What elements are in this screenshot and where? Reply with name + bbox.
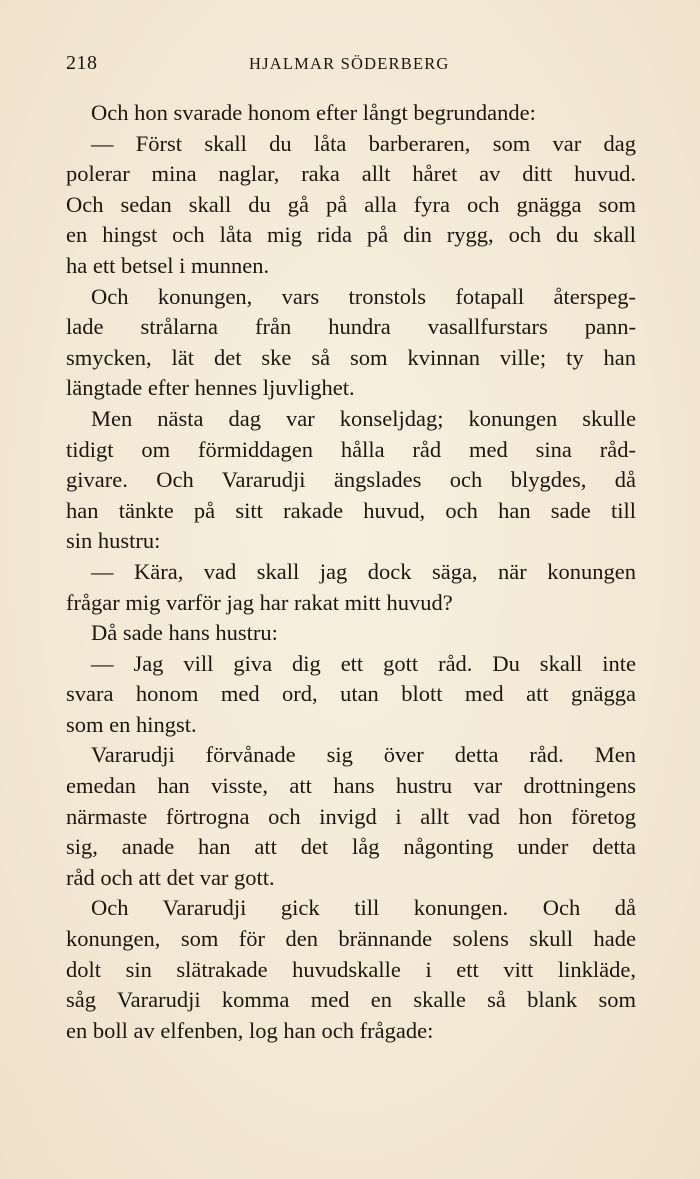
paragraph (66, 282, 636, 404)
text-line: en hingst och låta mig rida på din rygg, och du skall (66, 222, 636, 248)
running-title: HJALMAR SÖDERBERG (249, 54, 450, 73)
text-line: Och Vararudji gick till konungen. Och då (91, 895, 636, 921)
text-line: givare. Och Vararudji ängslades och blygdes, då (66, 467, 636, 493)
text-line: ha ett betsel i munnen. (66, 252, 270, 278)
paragraph (66, 649, 636, 741)
running-header (66, 52, 636, 84)
text-line: polerar mina naglar, raka allt håret av ditt huvud. (66, 161, 636, 187)
text-line: — Kära, vad skall jag dock säga, när konungen (91, 558, 636, 584)
text-line: närmaste förtrogna och invigd i allt vad hon företog (66, 803, 636, 829)
text-line: Vararudji förvånade sig över detta råd. Men (91, 742, 636, 768)
paragraph (66, 404, 636, 557)
text-line: tidigt om förmiddagen hålla råd med sina råd- (66, 436, 636, 462)
text-line: — Först skall du låta barberaren, som var dag (91, 130, 636, 156)
text-line: Och sedan skall du gå på alla fyra och gnägga som (66, 191, 636, 217)
text-line: dolt sin slätrakade huvudskalle i ett vitt linkläde, (66, 956, 636, 982)
paragraph (66, 557, 636, 618)
text-line: råd och att det var gott. (66, 864, 275, 890)
text-line: konungen, som för den brännande solens skull hade (66, 926, 636, 952)
text-line: Då sade hans hustru: (91, 620, 278, 646)
paragraph (66, 98, 636, 129)
text-line: — Jag vill giva dig ett gott råd. Du skall inte (91, 650, 636, 676)
body-text (66, 98, 636, 1046)
text-line: såg Vararudji komma med en skalle så blank som (66, 987, 636, 1013)
text-line: Men nästa dag var konseljdag; konungen skulle (91, 405, 636, 431)
text-line: lade strålarna från hundra vasallfurstars pann- (66, 314, 636, 340)
paragraph (66, 893, 636, 1046)
text-line: frågar mig varför jag har rakat mitt huvud? (66, 589, 453, 615)
text-line: sin hustru: (66, 528, 161, 554)
paragraph (66, 129, 636, 282)
text-line: Och konungen, vars tronstols fotapall återspeg- (91, 283, 636, 309)
text-line: som en hingst. (66, 711, 197, 737)
text-line: längtade efter hennes ljuvlighet. (66, 375, 355, 401)
text-line: emedan han visste, att hans hustru var drottningens (66, 773, 636, 799)
text-line: sig, anade han att det låg någonting under detta (66, 834, 636, 860)
paragraph (66, 740, 636, 893)
text-line: en boll av elfenben, log han och frågade: (66, 1017, 434, 1043)
text-line: Och hon svarade honom efter långt begrundande: (91, 100, 536, 125)
text-line: smycken, lät det ske så som kvinnan ville; ty han (66, 344, 636, 370)
page-number: 218 (66, 52, 98, 74)
text-line: han tänkte på sitt rakade huvud, och han sade till (66, 497, 636, 523)
paragraph (66, 618, 636, 649)
text-line: svara honom med ord, utan blott med att gnägga (66, 681, 636, 707)
book-page (66, 52, 636, 1046)
